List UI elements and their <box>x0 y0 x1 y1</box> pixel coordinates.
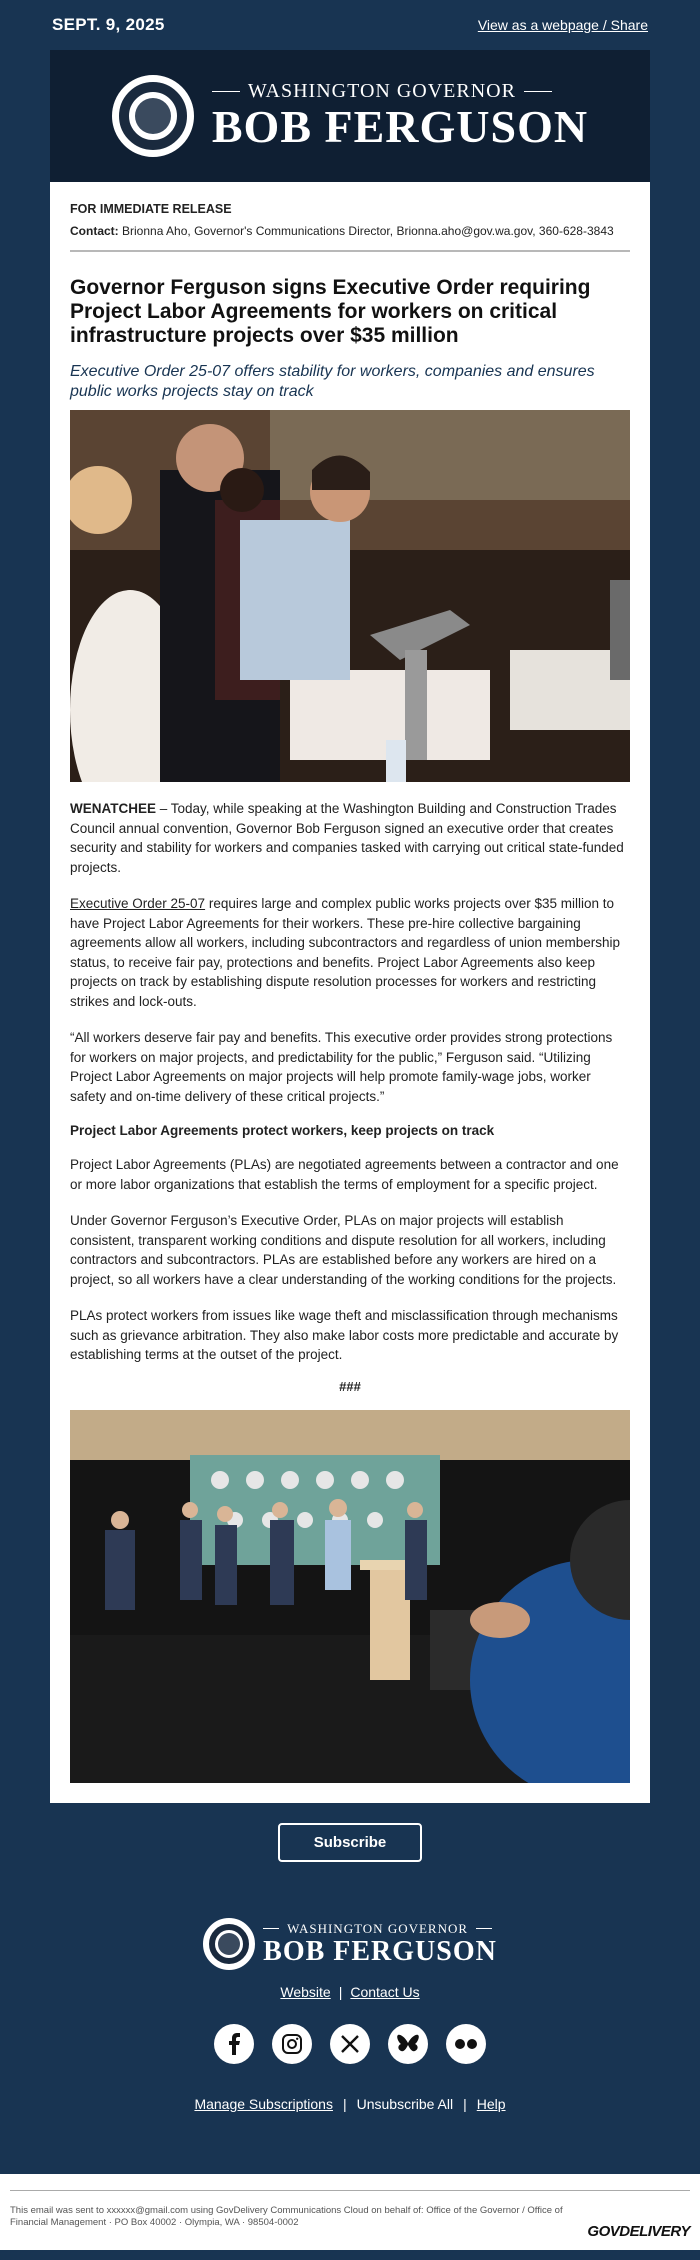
unsubscribe-all-link[interactable]: Unsubscribe All <box>356 2095 454 2112</box>
footer-name: BOB FERGUSON <box>263 1935 497 1967</box>
paragraph-3-quote: “All workers deserve fair pay and benefits. This executive order provides strong protections for workers on major projects, and predictability for the public,” Ferguson said. “Utilizing Project Labor Agreements on major projects will help promote family-wage jobs, worker safety and on-time delivery of these critical projects.” <box>70 1030 613 1104</box>
contact-line <box>70 224 630 238</box>
paragraph-1-text: – Today, while speaking at the Washington Building and Construction Trades Council annual convention, Governor Bob Ferguson signed an executive order that creates security and stability for workers and companies tasked with carrying out critical state-funded projects. <box>70 801 624 875</box>
paragraph-4: Project Labor Agreements (PLAs) are negotiated agreements between a contractor and one or more labor organizations that establish the terms of employment for a specific project. <box>70 1157 619 1192</box>
executive-order-link[interactable]: Executive Order 25-07 <box>70 896 206 911</box>
flickr-icon[interactable] <box>446 2024 486 2064</box>
subscription-links: Manage Subscriptions | Unsubscribe All | Help <box>194 2095 506 2112</box>
footer-subtitle: WASHINGTON GOVERNOR <box>263 1921 497 1937</box>
subscribe-button[interactable]: Subscribe <box>278 1823 423 1862</box>
social-links <box>0 2024 700 2064</box>
release-label: FOR IMMEDIATE RELEASE <box>70 202 232 216</box>
paragraph-2-text: requires large and complex public works projects over $35 million to have Project Labor Agreements for their workers. These pre-hire collective bargaining agreements allow all workers, including subcontractors and regardless of union membership status, to receive fair pay, protections and benefits. Project Labor Agreements also keep projects on track by establishing dispute resolution processes for workers and restricting strikes and lock-outs. <box>70 896 621 1009</box>
contact-email-link[interactable]: Brionna.aho@gov.wa.gov <box>396 224 533 238</box>
divider <box>70 250 630 252</box>
paragraph-6: PLAs protect workers from issues like wage theft and misclassification through mechanisms such as grievance arbitration. They also make labor costs more predictable and accurate by establishing terms at the outset of the project. <box>70 1308 619 1362</box>
paragraph-2 <box>70 894 630 1011</box>
instagram-icon[interactable] <box>272 2024 312 2064</box>
contact-label: Contact: <box>70 224 119 238</box>
header-subtitle: WASHINGTON GOVERNOR <box>212 80 588 103</box>
contact-us-link[interactable]: Contact Us <box>350 1983 420 2000</box>
paragraph-1 <box>70 799 630 877</box>
legal-text: This email was sent to xxxxxx@gmail.com using GovDelivery Communications Cloud on behalf of: Office of the Governor / Office of Financial Management · PO Box 40002 · Olympia, WA · 98504-0002 <box>10 2204 563 2228</box>
photo-signing <box>70 410 630 782</box>
email-header <box>50 50 650 182</box>
view-as-webpage-link[interactable]: View as a webpage / Share <box>477 17 648 33</box>
top-bar <box>0 0 700 50</box>
footer-logo <box>0 1918 700 1970</box>
photo-convention <box>70 1410 630 1783</box>
header-name: BOB FERGUSON <box>211 101 589 153</box>
paragraph-5: Under Governor Ferguson’s Executive Order, PLAs on major projects will establish consistent, transparent working conditions and dispute resolution for all workers, including contractors and subcontractors. PLAs are established before any workers are hired on a project, so all workers have a clear understanding of the working conditions for the projects. <box>70 1213 617 1287</box>
legal-footer <box>0 2174 700 2250</box>
end-mark: ### <box>339 1378 361 1394</box>
govdelivery-logo[interactable]: GOVDELIVERY <box>587 2222 690 2240</box>
contact-name: Brionna Aho, Governor's Communications Director, <box>122 224 394 238</box>
divider <box>10 2190 690 2191</box>
footer-links: Website | Contact Us <box>280 1983 420 2000</box>
contact-phone: , 360-628-3843 <box>532 224 614 238</box>
state-seal-icon <box>203 1918 255 1970</box>
content-card <box>50 182 650 1803</box>
x-icon[interactable] <box>330 2024 370 2064</box>
state-seal-icon <box>112 75 194 157</box>
manage-subscriptions-link[interactable]: Manage Subscriptions <box>194 2095 333 2112</box>
website-link[interactable]: Website <box>280 1983 331 2000</box>
help-link[interactable]: Help <box>476 2095 506 2112</box>
headline: Governor Ferguson signs Executive Order requiring Project Labor Agreements for workers on critical infrastructure projects over $35 million <box>70 276 591 347</box>
subscribe-wrap <box>0 1823 700 1862</box>
subheadline: Executive Order 25-07 offers stability for workers, companies and ensures public works projects stay on track <box>70 363 595 400</box>
dateline: WENATCHEE <box>70 801 156 816</box>
release-date: SEPT. 9, 2025 <box>52 15 165 34</box>
facebook-icon[interactable] <box>214 2024 254 2064</box>
bluesky-icon[interactable] <box>388 2024 428 2064</box>
section-heading: Project Labor Agreements protect workers, keep projects on track <box>70 1123 495 1138</box>
header-title <box>212 80 588 151</box>
